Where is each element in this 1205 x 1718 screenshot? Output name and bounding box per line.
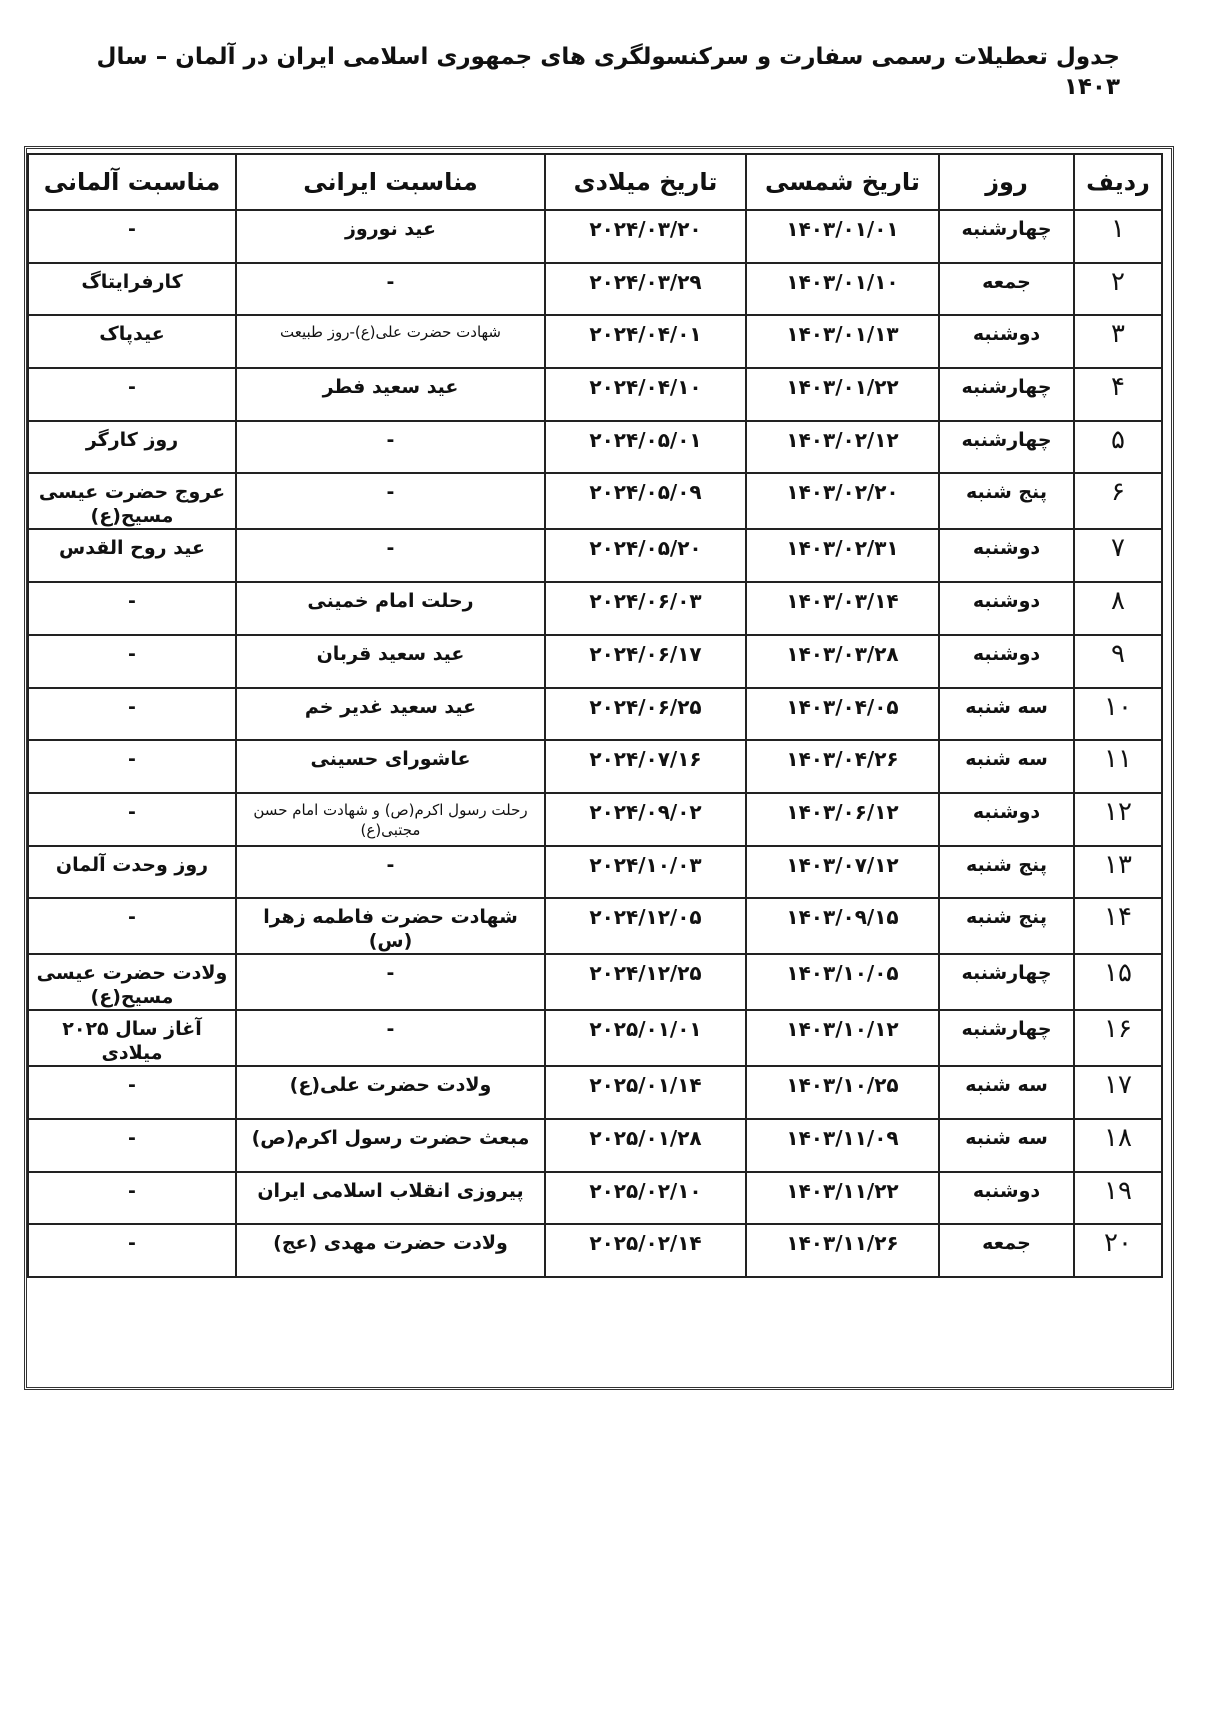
row-index-text: ۲۰ <box>1104 1228 1132 1259</box>
row-index <box>1074 473 1162 529</box>
row-index <box>1074 898 1162 954</box>
iranian-occasion-text: عید سعید غدیر خم <box>304 695 477 718</box>
table-row <box>28 315 1162 368</box>
row-index-text: ۱۹ <box>1104 1175 1132 1206</box>
shamsi-date-text: ۱۴۰۳/۰۶/۱۲ <box>786 799 899 824</box>
gregorian-date <box>545 263 746 316</box>
iranian-occasion <box>236 688 545 741</box>
german-occasion <box>28 582 236 635</box>
day <box>939 1119 1074 1172</box>
iranian-occasion-text: - <box>386 481 395 504</box>
table-row <box>28 421 1162 474</box>
shamsi-date-text: ۱۴۰۳/۰۴/۰۵ <box>786 694 899 719</box>
shamsi-date-text: ۱۴۰۳/۰۲/۱۲ <box>786 427 899 452</box>
document-title: جدول تعطیلات رسمی سفارت و سرکنسولگری های جمهوری اسلامی ایران در آلمان – سال ۱۴۰۳ <box>96 44 1120 100</box>
day <box>939 582 1074 635</box>
gregorian-date-text: ۲۰۲۴/۰۳/۲۹ <box>589 269 702 294</box>
shamsi-date <box>746 368 939 421</box>
table-row <box>28 1066 1162 1119</box>
iranian-occasion-text: مبعث حضرت رسول اکرم(ص) <box>251 1126 530 1149</box>
table-row <box>28 1224 1162 1277</box>
table-row <box>28 740 1162 793</box>
iranian-occasion <box>236 263 545 316</box>
gregorian-date-text: ۲۰۲۴/۰۶/۰۳ <box>589 589 702 614</box>
german-occasion <box>28 635 236 688</box>
iranian-occasion-text: رحلت امام خمینی <box>307 590 474 613</box>
gregorian-date-text: ۲۰۲۴/۰۶/۲۵ <box>589 694 702 719</box>
shamsi-date-text: ۱۴۰۳/۰۴/۲۶ <box>786 747 899 772</box>
german-occasion-text: - <box>128 1126 136 1149</box>
iranian-occasion <box>236 529 545 582</box>
iranian-occasion-text: پیروزی انقلاب اسلامی ایران <box>257 1179 524 1202</box>
german-occasion <box>28 473 236 529</box>
iranian-occasion <box>236 898 545 954</box>
iranian-occasion <box>236 635 545 688</box>
gregorian-date <box>545 529 746 582</box>
german-occasion-text: کارفرایتاگ <box>81 270 183 293</box>
day <box>939 368 1074 421</box>
iranian-occasion-text: شهادت حضرت فاطمه زهرا (س) <box>263 906 518 953</box>
day <box>939 1010 1074 1066</box>
shamsi-date <box>746 421 939 474</box>
row-index-text: ۹ <box>1111 638 1125 669</box>
holiday-table <box>27 153 1163 1278</box>
shamsi-date <box>746 846 939 899</box>
day-text: دوشنبه <box>972 642 1041 665</box>
gregorian-date <box>545 1066 746 1119</box>
shamsi-date <box>746 1172 939 1225</box>
day-text: چهارشنبه <box>961 218 1052 240</box>
row-index-text: ۷ <box>1111 533 1125 564</box>
german-occasion <box>28 1010 236 1066</box>
table-row <box>28 263 1162 316</box>
table-row <box>28 635 1162 688</box>
german-occasion-text: - <box>128 1074 136 1097</box>
iranian-occasion <box>236 954 545 1010</box>
day <box>939 793 1074 846</box>
day <box>939 688 1074 741</box>
shamsi-date <box>746 210 939 263</box>
shamsi-date-text: ۱۴۰۳/۰۳/۱۴ <box>786 589 899 614</box>
gregorian-date <box>545 954 746 1010</box>
iranian-occasion-text: عید سعید قربان <box>316 642 465 665</box>
gregorian-date-text: ۲۰۲۴/۰۷/۱۶ <box>589 747 702 772</box>
gregorian-date <box>545 1172 746 1225</box>
gregorian-date-text: ۲۰۲۴/۰۵/۰۹ <box>589 480 702 505</box>
iranian-occasion <box>236 1119 545 1172</box>
day-text: پنج شنبه <box>966 481 1047 504</box>
row-index <box>1074 315 1162 368</box>
german-occasion <box>28 954 236 1010</box>
row-index-text: ۲ <box>1111 266 1125 297</box>
gregorian-date <box>545 210 746 263</box>
iranian-occasion <box>236 1172 545 1225</box>
german-occasion <box>28 263 236 316</box>
day <box>939 1172 1074 1225</box>
day <box>939 421 1074 474</box>
shamsi-date-text: ۱۴۰۳/۰۱/۱۰ <box>786 269 899 294</box>
row-index <box>1074 1172 1162 1225</box>
iranian-occasion <box>236 740 545 793</box>
gregorian-date-text: ۲۰۲۴/۰۵/۲۰ <box>589 536 702 561</box>
iranian-occasion <box>236 368 545 421</box>
row-index <box>1074 740 1162 793</box>
table-row <box>28 898 1162 954</box>
row-index <box>1074 954 1162 1010</box>
german-occasion <box>28 846 236 899</box>
gregorian-date-text: ۲۰۲۵/۰۲/۱۰ <box>589 1178 702 1203</box>
iranian-occasion <box>236 1066 545 1119</box>
row-index <box>1074 368 1162 421</box>
day <box>939 263 1074 316</box>
gregorian-date <box>545 688 746 741</box>
german-occasion-text: آغاز سال ۲۰۲۵ میلادی <box>62 1018 202 1065</box>
gregorian-date <box>545 898 746 954</box>
header-day: روز <box>939 154 1074 210</box>
gregorian-date <box>545 1224 746 1277</box>
iranian-occasion-text: شهادت حضرت علی(ع)-روز طبیعت <box>279 323 501 342</box>
german-occasion-text: - <box>128 1179 136 1202</box>
day-text: دوشنبه <box>972 537 1041 560</box>
day-text: چهارشنبه <box>961 1018 1052 1041</box>
gregorian-date <box>545 846 746 899</box>
day-text: پنج شنبه <box>966 853 1047 876</box>
day-text: دوشنبه <box>972 1179 1041 1202</box>
german-occasion-text: - <box>128 218 136 240</box>
german-occasion-text: - <box>128 906 136 929</box>
iranian-occasion <box>236 1010 545 1066</box>
iranian-occasion <box>236 473 545 529</box>
gregorian-date-text: ۲۰۲۵/۰۱/۲۸ <box>589 1125 702 1150</box>
day-text: دوشنبه <box>972 323 1041 346</box>
german-occasion-text: - <box>128 748 136 771</box>
row-index <box>1074 635 1162 688</box>
row-index-text: ۴ <box>1111 372 1125 403</box>
table-row <box>28 1010 1162 1066</box>
gregorian-date-text: ۲۰۲۴/۰۴/۰۱ <box>589 322 702 347</box>
gregorian-date <box>545 473 746 529</box>
german-occasion <box>28 793 236 846</box>
german-occasion <box>28 421 236 474</box>
iranian-occasion-text: - <box>386 270 395 293</box>
german-occasion <box>28 1172 236 1225</box>
day-text: دوشنبه <box>972 590 1041 613</box>
row-index <box>1074 1224 1162 1277</box>
day-text: سه شنبه <box>965 1074 1048 1097</box>
table-row <box>28 529 1162 582</box>
day <box>939 898 1074 954</box>
table-row <box>28 954 1162 1010</box>
gregorian-date-text: ۲۰۲۴/۰۵/۰۱ <box>589 427 702 452</box>
shamsi-date <box>746 793 939 846</box>
gregorian-date-text: ۲۰۲۵/۰۱/۱۴ <box>589 1073 702 1098</box>
shamsi-date-text: ۱۴۰۳/۱۱/۲۶ <box>786 1231 899 1256</box>
iranian-occasion-text: عاشورای حسینی <box>310 748 471 771</box>
day <box>939 635 1074 688</box>
iranian-occasion-text: رحلت رسول اکرم(ص) و شهادت امام حسن مجتبی(ع) <box>253 800 528 839</box>
iranian-occasion-text: - <box>386 962 395 985</box>
shamsi-date-text: ۱۴۰۳/۱۰/۲۵ <box>786 1073 899 1098</box>
german-occasion-text: عید روح القدس <box>59 537 205 560</box>
german-occasion <box>28 1066 236 1119</box>
gregorian-date-text: ۲۰۲۵/۰۱/۰۱ <box>589 1017 702 1042</box>
german-occasion <box>28 1119 236 1172</box>
shamsi-date <box>746 582 939 635</box>
gregorian-date <box>545 315 746 368</box>
shamsi-date <box>746 688 939 741</box>
day-text: پنج شنبه <box>966 906 1047 929</box>
row-index-text: ۵ <box>1111 424 1125 455</box>
shamsi-date <box>746 315 939 368</box>
row-index-text: ۱۷ <box>1104 1070 1132 1101</box>
table-row <box>28 1119 1162 1172</box>
german-occasion <box>28 740 236 793</box>
german-occasion-text: عیدپاک <box>99 323 165 346</box>
day <box>939 315 1074 368</box>
gregorian-date <box>545 1119 746 1172</box>
table-row <box>28 1172 1162 1225</box>
header-iranian-occasion: مناسبت ایرانی <box>236 154 545 210</box>
shamsi-date <box>746 740 939 793</box>
iranian-occasion-text: - <box>386 428 395 451</box>
shamsi-date-text: ۱۴۰۳/۰۲/۳۱ <box>786 536 899 561</box>
iranian-occasion-text: عید نوروز <box>344 218 437 240</box>
row-index-text: ۱۲ <box>1104 796 1132 827</box>
iranian-occasion-text: ولادت حضرت مهدی (عج) <box>273 1232 508 1255</box>
row-index <box>1074 1119 1162 1172</box>
shamsi-date <box>746 529 939 582</box>
table-row <box>28 368 1162 421</box>
shamsi-date-text: ۱۴۰۳/۰۷/۱۲ <box>786 852 899 877</box>
iranian-occasion <box>236 846 545 899</box>
shamsi-date-text: ۱۴۰۳/۱۰/۰۵ <box>786 961 899 986</box>
german-occasion <box>28 315 236 368</box>
row-index-text: ۳ <box>1111 319 1125 350</box>
shamsi-date-text: ۱۴۰۳/۰۲/۲۰ <box>786 480 899 505</box>
table-row <box>28 473 1162 529</box>
german-occasion-text: - <box>128 1232 136 1255</box>
row-index-text: ۱ <box>1111 214 1125 244</box>
row-index <box>1074 688 1162 741</box>
german-occasion <box>28 1224 236 1277</box>
gregorian-date <box>545 582 746 635</box>
table-row <box>28 688 1162 741</box>
gregorian-date-text: ۲۰۲۴/۱۲/۲۵ <box>589 961 702 986</box>
day <box>939 846 1074 899</box>
shamsi-date <box>746 635 939 688</box>
day <box>939 473 1074 529</box>
gregorian-date-text: ۲۰۲۴/۰۶/۱۷ <box>589 641 702 666</box>
day <box>939 954 1074 1010</box>
day-text: سه شنبه <box>965 695 1048 718</box>
gregorian-date <box>545 1010 746 1066</box>
iranian-occasion <box>236 582 545 635</box>
german-occasion-text: روز کارگر <box>85 428 179 451</box>
shamsi-date <box>746 473 939 529</box>
shamsi-date-text: ۱۴۰۳/۱۱/۲۲ <box>786 1178 899 1203</box>
table-row <box>28 793 1162 846</box>
iranian-occasion <box>236 793 545 846</box>
table-row <box>28 846 1162 899</box>
day-text: دوشنبه <box>972 800 1041 823</box>
german-occasion-text: - <box>128 800 136 823</box>
iranian-occasion <box>236 1224 545 1277</box>
day-text: جمعه <box>982 270 1031 293</box>
row-index <box>1074 846 1162 899</box>
row-index-text: ۱۱ <box>1104 744 1132 775</box>
gregorian-date <box>545 740 746 793</box>
german-occasion-text: - <box>128 590 136 613</box>
shamsi-date-text: ۱۴۰۳/۱۰/۱۲ <box>786 1017 899 1042</box>
gregorian-date-text: ۲۰۲۴/۰۴/۱۰ <box>589 375 702 400</box>
day <box>939 1066 1074 1119</box>
day-text: چهارشنبه <box>961 962 1052 985</box>
row-index-text: ۱۶ <box>1104 1014 1132 1045</box>
day-text: سه شنبه <box>965 748 1048 771</box>
row-index <box>1074 793 1162 846</box>
iranian-occasion-text: - <box>386 537 395 560</box>
header-german-occasion: مناسبت آلمانی <box>28 154 236 210</box>
day-text: چهارشنبه <box>961 376 1052 399</box>
iranian-occasion-text: ولادت حضرت علی(ع) <box>289 1074 492 1097</box>
day-text: سه شنبه <box>965 1126 1048 1149</box>
iranian-occasion <box>236 210 545 263</box>
shamsi-date <box>746 1066 939 1119</box>
shamsi-date-text: ۱۴۰۳/۰۱/۰۱ <box>786 217 899 241</box>
shamsi-date-text: ۱۴۰۳/۰۹/۱۵ <box>786 905 899 930</box>
day <box>939 1224 1074 1277</box>
german-occasion-text: - <box>128 642 136 665</box>
shamsi-date <box>746 263 939 316</box>
header-gregorian-date: تاریخ میلادی <box>545 154 746 210</box>
shamsi-date <box>746 898 939 954</box>
german-occasion <box>28 368 236 421</box>
shamsi-date <box>746 1010 939 1066</box>
header-row <box>28 154 1162 210</box>
row-index <box>1074 1066 1162 1119</box>
german-occasion <box>28 898 236 954</box>
row-index-text: ۱۳ <box>1104 849 1132 880</box>
german-occasion <box>28 210 236 263</box>
day-text: جمعه <box>982 1232 1031 1255</box>
gregorian-date-text: ۲۰۲۴/۱۰/۰۳ <box>589 852 702 877</box>
day-text: چهارشنبه <box>961 428 1052 451</box>
german-occasion-text: - <box>128 376 136 399</box>
gregorian-date-text: ۲۰۲۴/۰۹/۰۲ <box>589 799 702 824</box>
iranian-occasion <box>236 315 545 368</box>
table-row <box>28 210 1162 263</box>
table-row <box>28 582 1162 635</box>
gregorian-date <box>545 635 746 688</box>
row-index-text: ۱۵ <box>1104 958 1132 989</box>
row-index-text: ۱۸ <box>1104 1122 1132 1153</box>
row-index-text: ۱۰ <box>1104 691 1132 722</box>
shamsi-date <box>746 1224 939 1277</box>
row-index <box>1074 421 1162 474</box>
iranian-occasion-text: - <box>386 1018 395 1041</box>
row-index <box>1074 529 1162 582</box>
row-index-text: ۶ <box>1111 477 1125 508</box>
iranian-occasion-text: - <box>386 853 395 876</box>
day <box>939 210 1074 263</box>
german-occasion <box>28 529 236 582</box>
german-occasion-text: روز وحدت آلمان <box>55 853 209 876</box>
german-occasion-text: - <box>128 695 136 718</box>
row-index <box>1074 582 1162 635</box>
gregorian-date <box>545 368 746 421</box>
row-index-text: ۸ <box>1111 586 1125 617</box>
header-index: ردیف <box>1074 154 1162 210</box>
gregorian-date-text: ۲۰۲۴/۰۳/۲۰ <box>589 217 702 241</box>
header-shamsi-date: تاریخ شمسی <box>746 154 939 210</box>
gregorian-date-text: ۲۰۲۵/۰۲/۱۴ <box>589 1231 702 1256</box>
gregorian-date-text: ۲۰۲۴/۱۲/۰۵ <box>589 905 702 930</box>
shamsi-date-text: ۱۴۰۳/۱۱/۰۹ <box>786 1125 899 1150</box>
shamsi-date-text: ۱۴۰۳/۰۳/۲۸ <box>786 641 899 666</box>
iranian-occasion <box>236 421 545 474</box>
row-index <box>1074 263 1162 316</box>
row-index <box>1074 210 1162 263</box>
iranian-occasion-text: عید سعید فطر <box>322 376 459 399</box>
day <box>939 529 1074 582</box>
german-occasion-text: عروج حضرت عیسی مسیح(ع) <box>38 481 226 528</box>
gregorian-date <box>545 793 746 846</box>
row-index-text: ۱۴ <box>1104 902 1132 933</box>
shamsi-date <box>746 954 939 1010</box>
gregorian-date <box>545 421 746 474</box>
shamsi-date <box>746 1119 939 1172</box>
shamsi-date-text: ۱۴۰۳/۰۱/۱۳ <box>786 322 899 347</box>
day <box>939 740 1074 793</box>
german-occasion-text: ولادت حضرت عیسی مسیح(ع) <box>36 962 228 1009</box>
row-index <box>1074 1010 1162 1066</box>
shamsi-date-text: ۱۴۰۳/۰۱/۲۲ <box>786 375 899 400</box>
german-occasion <box>28 688 236 741</box>
